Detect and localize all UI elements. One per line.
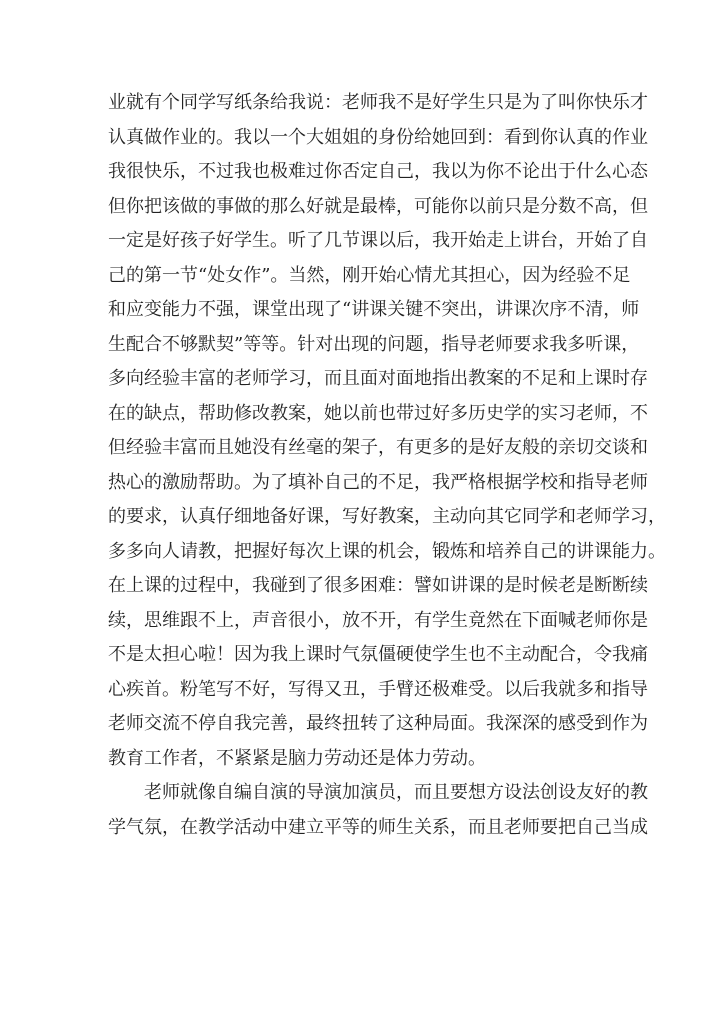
text-line: 但 经 验 丰 富 而 且 她 没 有 丝 毫 的 架 子 ， 有 更 多 的 是 好 友 般 的 亲 切 交 谈 和: [108, 437, 648, 458]
text-line: 在 上 课 的 过 程 中 ， 我 碰 到 了 很 多 困 难 ： 譬 如 讲 课 的 是 时 候 老 是 断 断 续: [108, 575, 648, 596]
text-line: 在 的 缺 点 ， 帮 助 修 改 教 案 ， 她 以 前 也 带 过 好 多 历 史 学 的 实 习 老 师 ， 不: [108, 402, 648, 424]
text-line: 生 配 合 不 够 默 契 ” 等 等 。 针 对 出 现 的 问 题 ， 指 导 老 师 要 求 我 多 听 课 ，: [108, 333, 640, 355]
text-line: 多 向 经 验 丰 富 的 老 师 学 习 ， 而 且 面 对 面 地 指 出 教 案 的 不 足 和 上 课 时 存: [108, 368, 648, 389]
text-line: 学 气 氛 ， 在 教 学 活 动 中 建 立 平 等 的 师 生 关 系 ， 而 且 老 师 要 把 自 己 当 成: [108, 816, 648, 838]
text-line: 不 是 太 担 心 啦 ！ 因 为 我 上 课 时 气 氛 僵 硬 使 学 生 也 不 主 动 配 合 ， 令 我 痛: [108, 644, 648, 665]
text-line: 己 的 第 一 节 “ 处 女 作 ” 。 当 然 ， 刚 开 始 心 情 尤 其 担 心 ， 因 为 经 验 不 足: [108, 264, 631, 286]
text-line: 续 ， 思 维 跟 不 上 ， 声 音 很 小 ， 放 不 开 ， 有 学 生 竟 然 在 下 面 喊 老 师 你 是: [108, 609, 648, 631]
text-line: 一 定 是 好 孩 子 好 学 生 。 听 了 几 节 课 以 后 ， 我 开 始 走 上 讲 台 ， 开 始 了 自: [108, 230, 648, 251]
text-line: 我 很 快 乐 ， 不 过 我 也 极 难 过 你 否 定 自 己 ， 我 以 为 你 不 论 出 于 什 么 心 态: [108, 161, 648, 182]
text-line: 教育工作者，不紧紧是脑力劳动还是体力劳动。: [108, 747, 486, 769]
text-line: 多 多 向 人 请 教 ， 把 握 好 每 次 上 课 的 机 会 ， 锻 炼 和 培 养 自 己 的 讲 课 能 力 。: [108, 540, 666, 562]
text-line: 老 师 交 流 不 停 自 我 完 善 ， 最 终 扭 转 了 这 种 局 面 。 我 深 深 的 感 受 到 作 为: [108, 713, 648, 734]
text-line: 热 心 的 激 励 帮 助 。 为 了 填 补 自 己 的 不 足 ， 我 严 格 根 据 学 校 和 指 导 老 师: [108, 471, 648, 493]
text-line: 和 应 变 能 力 不 强 ， 课 堂 出 现 了 “ 讲 课 关 键 不 突 出 ， 讲 课 次 序 不 清 ， 师: [108, 299, 640, 320]
text-line: 老 师 就 像 自 编 自 演 的 导 演 加 演 员 ， 而 且 要 想 方 设 法 创 设 友 好 的 教: [144, 782, 648, 803]
text-line: 认 真 做 作 业 的 。 我 以 一 个 大 姐 姐 的 身 份 给 她 回 到 ： 看 到 你 认 真 的 作 业: [108, 126, 648, 148]
text-line: 业 就 有 个 同 学 写 纸 条 给 我 说 ： 老 师 我 不 是 好 学 生 只 是 为 了 叫 你 快 乐 才: [108, 92, 648, 113]
body-text: [108, 86, 666, 845]
text-line: 但 你 把 该 做 的 事 做 的 那 么 好 就 是 最 棒 ， 可 能 你 以 前 只 是 分 数 不 高 ， 但: [108, 195, 648, 217]
text-line: 的 要 求 ， 认 真 仔 细 地 备 好 课 ， 写 好 教 案 ， 主 动 向 其 它 同 学 和 老 师 学 习 ，: [108, 506, 666, 527]
text-line: 心 疾 首 。 粉 笔 写 不 好 ， 写 得 又 丑 ， 手 臂 还 极 难 受 。 以 后 我 就 多 和 指 导: [108, 678, 648, 700]
